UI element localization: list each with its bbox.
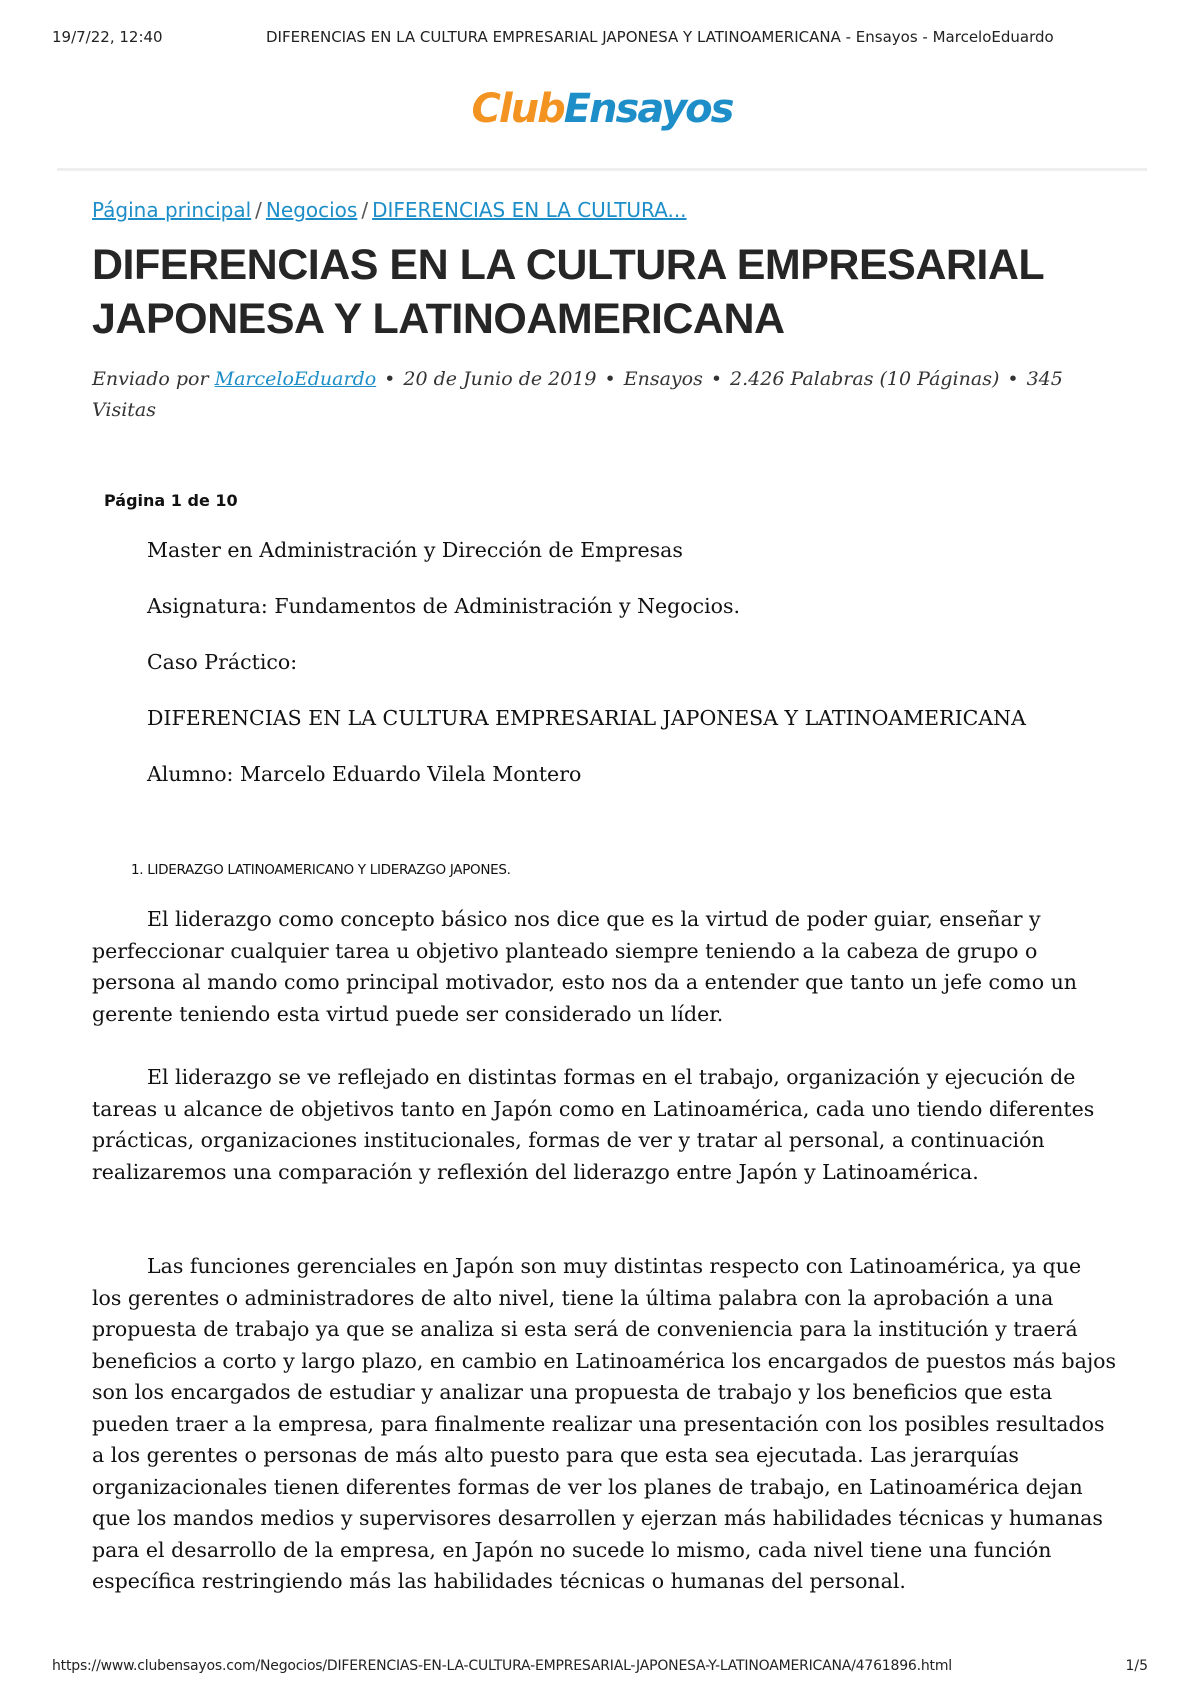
site-header — [57, 62, 1147, 171]
document-title-line: DIFERENCIAS EN LA CULTURA EMPRESARIAL JAPONESA Y LATINOAMERICANA — [147, 706, 1026, 730]
meta-bullet: • — [1007, 368, 1019, 390]
print-datetime: 19/7/22, 12:40 — [52, 28, 163, 46]
print-url: https://www.clubensayos.com/Negocios/DIFERENCIAS-EN-LA-CULTURA-EMPRESARIAL-JAPONESA-Y-LATINOAMERICANA/4761896.html — [52, 1658, 952, 1674]
meta-bullet: • — [384, 368, 396, 390]
breadcrumb-separator: / — [361, 198, 369, 222]
author-link[interactable]: MarceloEduardo — [214, 368, 377, 390]
site-logo[interactable] — [57, 86, 1147, 132]
document-type: Ensayos — [623, 368, 703, 390]
meta-bullet: • — [710, 368, 723, 390]
essay-meta — [92, 364, 1092, 426]
meta-bullet: • — [604, 368, 616, 390]
student-line: Alumno: Marcelo Eduardo Vilela Montero — [147, 762, 582, 786]
logo-ensayos: Ensayos — [563, 86, 733, 132]
breadcrumb-current-link[interactable]: DIFERENCIAS EN LA CULTURA... — [372, 198, 687, 222]
breadcrumb-category-link[interactable]: Negocios — [265, 198, 358, 222]
paragraph: El liderazgo como concepto básico nos dice que es la virtud de poder guiar, enseñar y perfeccionar cualquier tarea u objetivo planteado siempre teniendo a la cabeza de grupo o persona al mando como principal motivador, esto nos da a entender que tanto un jefe como un gerente teniendo esta virtud puede ser considerado un líder. — [92, 907, 1077, 1026]
page-title: DIFERENCIAS EN LA CULTURA EMPRESARIAL JAPONESA Y LATINOAMERICANA — [92, 241, 1044, 343]
breadcrumb-home-link[interactable]: Página principal — [92, 198, 252, 222]
visit-count: 345 Visitas — [92, 368, 1063, 421]
paragraph: El liderazgo se ve reflejado en distintas formas en el trabajo, organización y ejecución de tareas u alcance de objetivos tanto en Japón como en Latinoamérica, cada uno tiendo diferentes prácticas, organizaciones institucionales, formas de ver y tratar al personal, a continuación realizaremos una comparación y reflexión del liderazgo entre Japón y Latinoamérica. — [92, 1065, 1095, 1184]
paragraph: Las funciones gerenciales en Japón son muy distintas respecto con Latinoamérica, ya que los gerentes o administradores de alto nivel, tiene la última palabra con la aprobación a una propuesta de trabajo ya que se analiza si esta será de conveniencia para la institución y traerá beneficios a corto y largo plazo, en cambio en Latinoamérica los encargados de puestos más bajos son los encargados de estudiar y analizar una propuesta de trabajo y los beneficios que esta pueden traer a la empresa, para finalmente realizar una presentación con los posibles resultados a los gerentes o personas de más alto puesto para que esta sea ejecutada. Las jerarquías organizacionales tienen diferentes formas de ver los planes de trabajo, en Latinoamérica dejan que los mandos medios y supervisores desarrollen y ejerzan más habilidades técnicas y humanas para el desarrollo de la empresa, en Japón no sucede lo mismo, cada nivel tiene una función específica restringiendo más las habilidades técnicas o humanas del personal. — [92, 1254, 1117, 1593]
breadcrumb — [92, 198, 687, 222]
print-page-number: 1/5 — [1125, 1658, 1148, 1674]
breadcrumb-separator: / — [255, 198, 262, 222]
publish-date: 20 de Junio de 2019 — [403, 368, 597, 390]
section-heading: 1. LIDERAZGO LATINOAMERICANO Y LIDERAZGO JAPONES. — [131, 862, 511, 878]
print-page-title: DIFERENCIAS EN LA CULTURA EMPRESARIAL JAPONESA Y LATINOAMERICANA - Ensayos - MarceloEduardo — [266, 28, 1054, 46]
page-indicator: Página 1 de 10 — [104, 491, 238, 510]
sent-by-label: Enviado por — [92, 368, 209, 390]
case-line: Caso Práctico: — [147, 650, 298, 674]
logo-club: Club — [471, 86, 564, 132]
program-line: Master en Administración y Dirección de Empresas — [147, 538, 683, 562]
word-page-count: 2.426 Palabras (10 Páginas) — [730, 368, 1000, 390]
subject-line: Asignatura: Fundamentos de Administración y Negocios. — [147, 594, 741, 618]
